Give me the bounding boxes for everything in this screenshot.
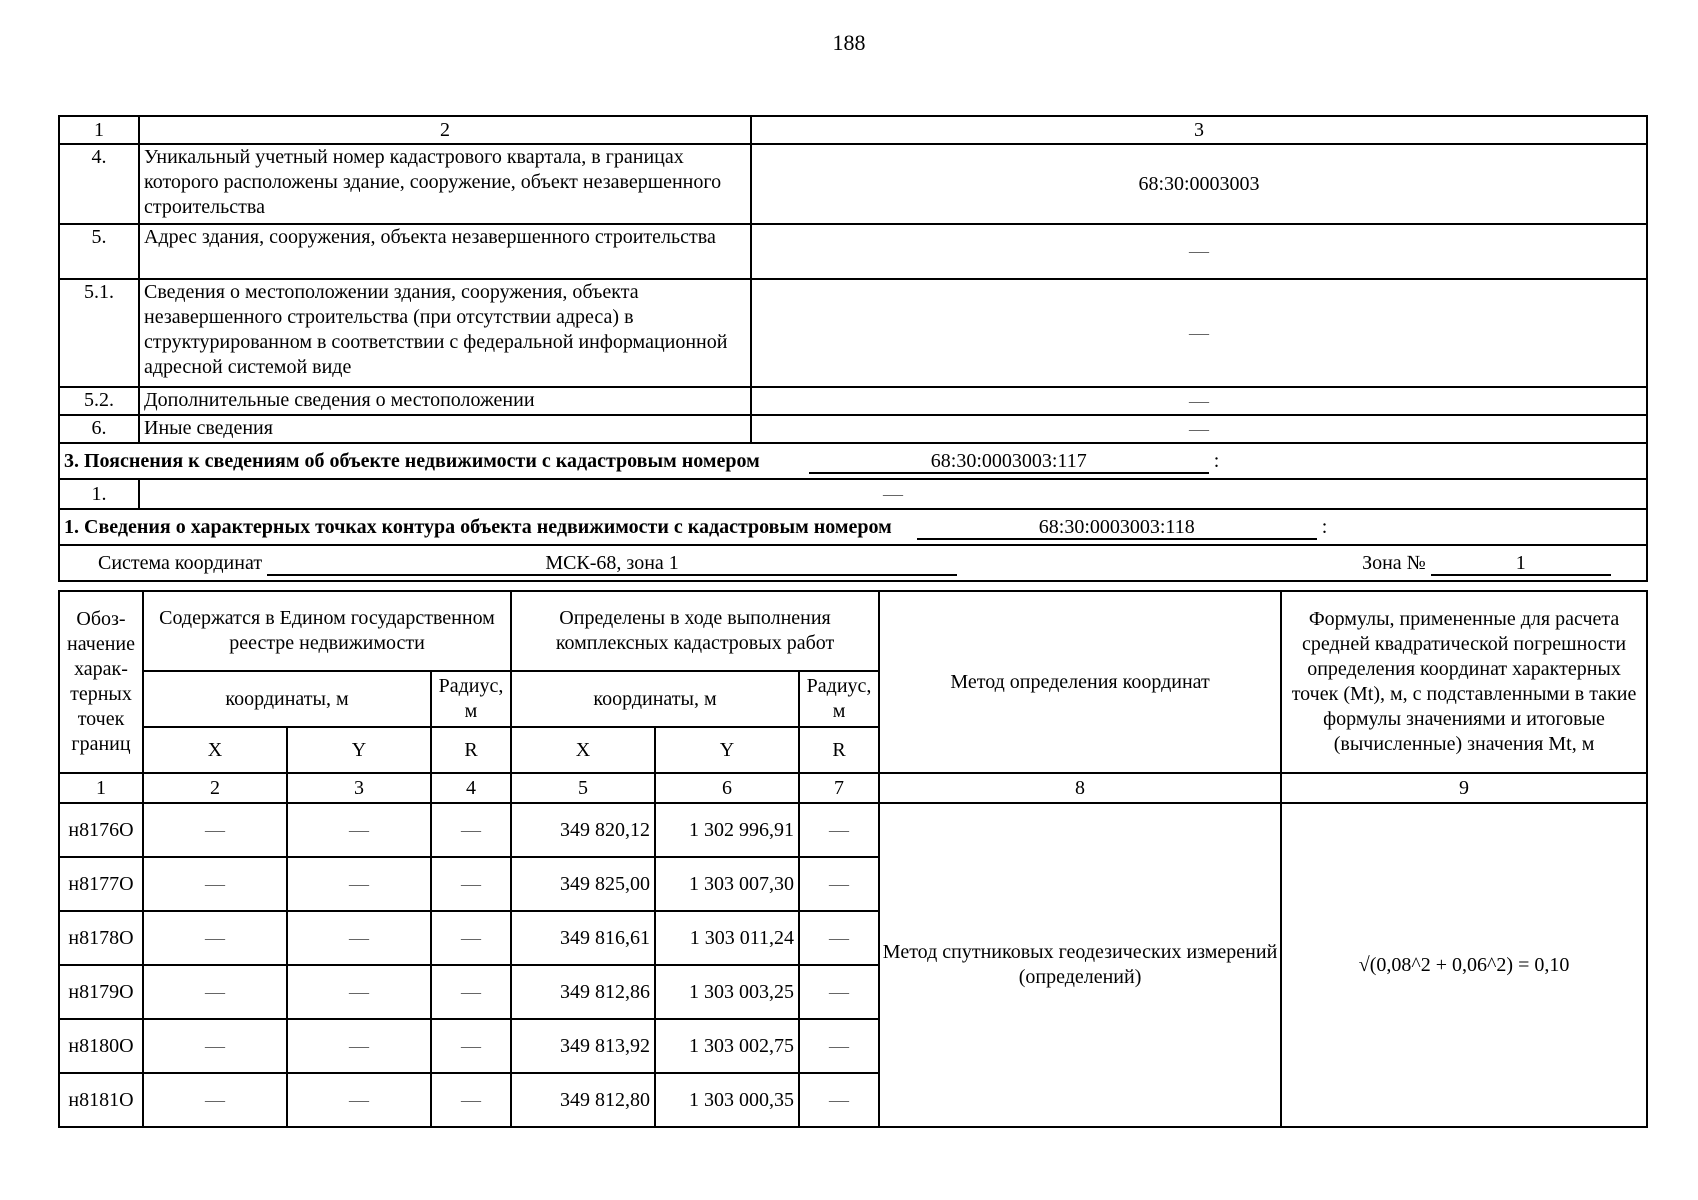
coord-system-label: Система координат bbox=[98, 551, 263, 574]
col-header-2: 2 bbox=[139, 116, 751, 144]
explanations-header bbox=[59, 443, 1647, 479]
egrn-y: — bbox=[287, 857, 431, 911]
egrn-coords-header: координаты, м bbox=[143, 671, 431, 727]
determined-x-header: X bbox=[511, 727, 655, 773]
point-id: н8181О bbox=[59, 1073, 143, 1127]
row-label: Уникальный учетный номер кадастрового квартала, в границах которого расположены здание, сооружение, объект незавершенного строительства bbox=[139, 144, 751, 224]
row-value: — bbox=[139, 479, 1647, 509]
row-value: — bbox=[751, 279, 1647, 387]
point-x: 349 825,00 bbox=[511, 857, 655, 911]
col-number: 3 bbox=[287, 773, 431, 803]
point-y: 1 303 007,30 bbox=[655, 857, 799, 911]
egrn-x: — bbox=[143, 911, 287, 965]
point-r: — bbox=[799, 911, 879, 965]
zone-value: 1 bbox=[1431, 552, 1611, 576]
point-r: — bbox=[799, 1019, 879, 1073]
egrn-r: — bbox=[431, 965, 511, 1019]
coord-system-row bbox=[59, 545, 1647, 581]
row-number: 5.2. bbox=[59, 387, 139, 415]
formula-value: √(0,08^2 + 0,06^2) = 0,10 bbox=[1281, 803, 1647, 1127]
point-id: н8180О bbox=[59, 1019, 143, 1073]
table-row bbox=[59, 144, 1647, 224]
col-number: 4 bbox=[431, 773, 511, 803]
table-row bbox=[59, 224, 1647, 279]
table-row bbox=[59, 387, 1647, 415]
row-label: Адрес здания, сооружения, объекта незавершенного строительства bbox=[139, 224, 751, 279]
determined-y-header: Y bbox=[655, 727, 799, 773]
point-x: 349 812,80 bbox=[511, 1073, 655, 1127]
determined-header: Определены в ходе выполнения комплексных кадастровых работ bbox=[511, 591, 879, 671]
col-number: 2 bbox=[143, 773, 287, 803]
col-header-1: 1 bbox=[59, 116, 139, 144]
table-row bbox=[59, 279, 1647, 387]
col-number: 7 bbox=[799, 773, 879, 803]
table-row bbox=[59, 479, 1647, 509]
zone-label: Зона № bbox=[1362, 551, 1426, 574]
egrn-r: — bbox=[431, 803, 511, 857]
egrn-r: — bbox=[431, 911, 511, 965]
explanations-cadastral-number: 68:30:0003003:117 bbox=[809, 450, 1209, 474]
object-info-table bbox=[58, 115, 1648, 582]
point-y: 1 303 002,75 bbox=[655, 1019, 799, 1073]
table-row bbox=[59, 415, 1647, 443]
egrn-x: — bbox=[143, 965, 287, 1019]
egrn-y: — bbox=[287, 965, 431, 1019]
determined-radius-header: Радиус, м bbox=[799, 671, 879, 727]
point-r: — bbox=[799, 965, 879, 1019]
row-value: — bbox=[751, 387, 1647, 415]
explanations-suffix: : bbox=[1213, 449, 1220, 472]
egrn-y: — bbox=[287, 1073, 431, 1127]
egrn-r-header: R bbox=[431, 727, 511, 773]
points-section-title: 1. Сведения о характерных точках контура объекта недвижимости с кадастровым номером bbox=[64, 515, 892, 538]
points-section-header-row bbox=[59, 509, 1647, 545]
point-y: 1 303 011,24 bbox=[655, 911, 799, 965]
point-y: 1 303 000,35 bbox=[655, 1073, 799, 1127]
explanations-header-row bbox=[59, 443, 1647, 479]
point-id: н8178О bbox=[59, 911, 143, 965]
points-section-header bbox=[59, 509, 1647, 545]
row-value: — bbox=[751, 415, 1647, 443]
egrn-x: — bbox=[143, 803, 287, 857]
egrn-x: — bbox=[143, 1019, 287, 1073]
egrn-x: — bbox=[143, 1073, 287, 1127]
method-header: Метод определения координат bbox=[879, 591, 1281, 773]
determined-r-header: R bbox=[799, 727, 879, 773]
point-y: 1 303 003,25 bbox=[655, 965, 799, 1019]
egrn-header: Содержатся в Едином государственном реестре недвижимости bbox=[143, 591, 511, 671]
designation-header: Обоз-начение харак-терных точек границ bbox=[59, 591, 143, 773]
row-label: Сведения о местоположении здания, сооружения, объекта незавершенного строительства (при отсутствии адреса) в структурированном в соответствии с федеральной информационной адресной системой виде bbox=[139, 279, 751, 387]
row-number: 4. bbox=[59, 144, 139, 224]
point-x: 349 820,12 bbox=[511, 803, 655, 857]
egrn-x: — bbox=[143, 857, 287, 911]
point-r: — bbox=[799, 1073, 879, 1127]
egrn-r: — bbox=[431, 1019, 511, 1073]
points-suffix: : bbox=[1321, 515, 1328, 538]
point-id: н8176О bbox=[59, 803, 143, 857]
point-r: — bbox=[799, 857, 879, 911]
row-value: — bbox=[751, 224, 1647, 279]
row-number: 5.1. bbox=[59, 279, 139, 387]
point-id: н8179О bbox=[59, 965, 143, 1019]
egrn-y: — bbox=[287, 1019, 431, 1073]
page-number: 188 bbox=[832, 30, 866, 55]
point-id: н8177О bbox=[59, 857, 143, 911]
point-x: 349 816,61 bbox=[511, 911, 655, 965]
explanations-title: 3. Пояснения к сведениям об объекте недвижимости с кадастровым номером bbox=[64, 449, 760, 472]
egrn-y: — bbox=[287, 803, 431, 857]
row-number: 1. bbox=[59, 479, 139, 509]
row-value: 68:30:0003003 bbox=[751, 144, 1647, 224]
egrn-x-header: X bbox=[143, 727, 287, 773]
formulas-header: Формулы, примененные для расчета средней квадратической погрешности определения координат характерных точек (Mt), м, с подставленными в такие формулы значениями и итоговые (вычисленные) значения Mt, м bbox=[1281, 591, 1647, 773]
row-number: 5. bbox=[59, 224, 139, 279]
col-header-3: 3 bbox=[751, 116, 1647, 144]
coord-system bbox=[59, 545, 1647, 581]
column-number-row bbox=[59, 773, 1647, 803]
coord-system-value: МСК-68, зона 1 bbox=[267, 552, 957, 576]
determined-coords-header: координаты, м bbox=[511, 671, 799, 727]
column-number-row bbox=[59, 116, 1647, 144]
egrn-y: — bbox=[287, 911, 431, 965]
point-x: 349 813,92 bbox=[511, 1019, 655, 1073]
header-row-1 bbox=[59, 591, 1647, 671]
table-row bbox=[59, 803, 1647, 857]
points-cadastral-number: 68:30:0003003:118 bbox=[917, 516, 1317, 540]
point-r: — bbox=[799, 803, 879, 857]
egrn-r: — bbox=[431, 1073, 511, 1127]
row-label: Дополнительные сведения о местоположении bbox=[139, 387, 751, 415]
row-label: Иные сведения bbox=[139, 415, 751, 443]
col-number: 6 bbox=[655, 773, 799, 803]
point-y: 1 302 996,91 bbox=[655, 803, 799, 857]
egrn-radius-header: Радиус, м bbox=[431, 671, 511, 727]
col-number: 5 bbox=[511, 773, 655, 803]
col-number: 8 bbox=[879, 773, 1281, 803]
row-number: 6. bbox=[59, 415, 139, 443]
col-number: 1 bbox=[59, 773, 143, 803]
egrn-y-header: Y bbox=[287, 727, 431, 773]
egrn-r: — bbox=[431, 857, 511, 911]
point-x: 349 812,86 bbox=[511, 965, 655, 1019]
method-value: Метод спутниковых геодезических измерений (определений) bbox=[879, 803, 1281, 1127]
col-number: 9 bbox=[1281, 773, 1647, 803]
characteristic-points-table bbox=[58, 590, 1648, 1128]
